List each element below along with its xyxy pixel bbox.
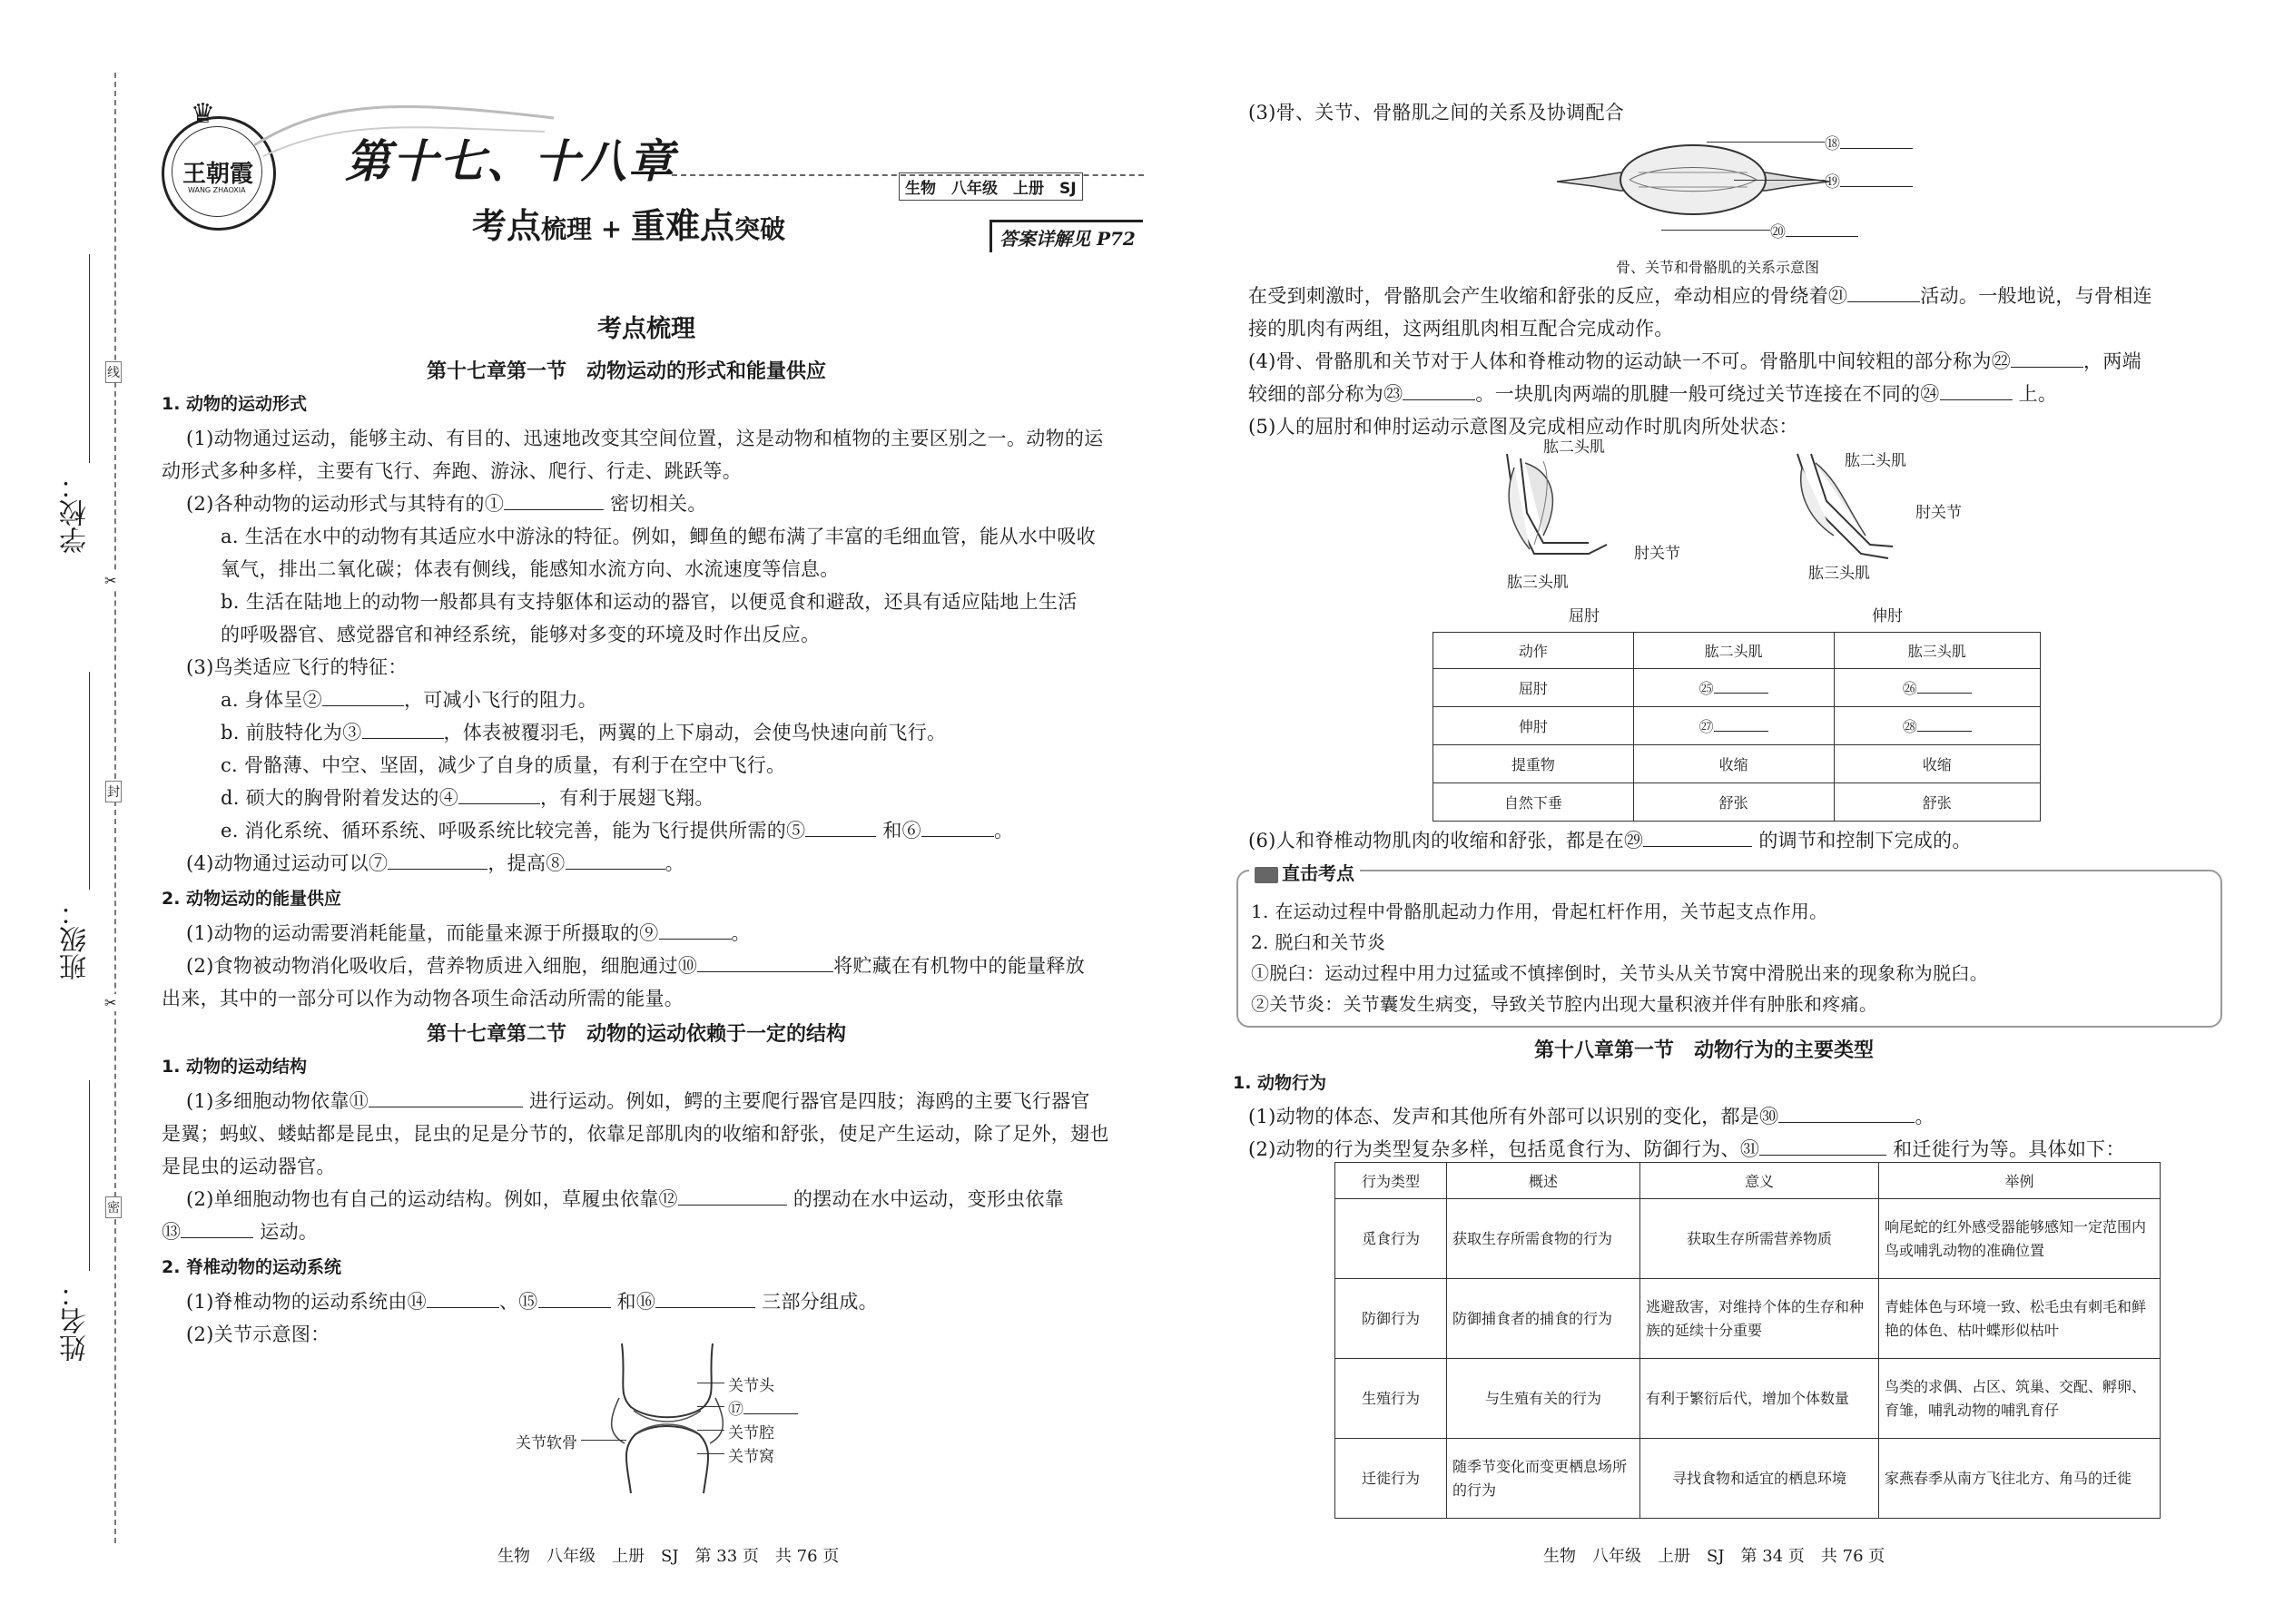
blank-17 [743,1401,798,1414]
table-cell: 获取生存所需食物的行为 [1447,1199,1640,1279]
p2-text: (2)各种动物的运动形式与其特有的① [186,493,505,515]
p4-text: (4)动物通过运动可以⑦ [186,852,389,874]
leader [697,1453,724,1454]
box-l3: ①脱臼：运动过程中用力过猛或不慎摔倒时，关节头从关节窝中滑脱出来的现象称为脱臼。 [1251,962,1988,984]
seal-char-seal: 封 [105,781,122,802]
heading-behavior: 1. 动物行为 [1233,1073,1327,1093]
table-cell: 迁徙行为 [1335,1439,1447,1519]
seal-char-secret: 密 [105,1196,122,1218]
label-19-text: ⑲ [1825,173,1840,192]
e2b: 出来，其中的一部分可以作为动物各项生命活动所需的能量。 [162,988,684,1009]
table-cell-text: ㉕ [1698,680,1714,697]
bird-d-text2: ，有利于展翅飞翔。 [540,787,714,809]
bird-a [221,685,597,713]
table-cell: 青蛙体色与环境一致、松毛虫有刺毛和鲜艳的体色、枯叶蝶形似枯叶 [1879,1279,2161,1359]
heading-structure: 1. 动物的运动结构 [162,1057,308,1077]
table-cell: 随季节变化而变更栖息场所的行为 [1447,1439,1640,1519]
table-cell: 与生殖有关的行为 [1447,1359,1640,1439]
label-18-text: ⑱ [1825,135,1840,153]
label-19 [1825,169,1913,192]
blank-27 [1714,718,1768,732]
logo-text: 王朝霞 [182,161,254,188]
v1-text: (1)脊椎动物的运动系统由⑭ [186,1291,427,1313]
s1 [186,1087,1090,1114]
ext-biceps-label: 肱二头肌 [1845,452,1906,470]
p4-text3: 。 [665,852,684,874]
blank-13 [181,1221,253,1238]
ext-elbow-label: 肘关节 [1915,504,1962,522]
section-title: 考点梳理 [597,315,695,343]
s2b-text: ⑬ [162,1221,182,1243]
s2 [186,1185,1064,1212]
heading-vertebrate: 2. 脊椎动物的运动系统 [162,1257,342,1277]
blank-10 [697,955,833,972]
table-row [1433,707,2041,745]
s1-text2: 进行运动。例如，鳄的主要爬行器官是四肢；海鸥的主要飞行器官 [529,1090,1090,1112]
table-cell: 逃避敌害，对维持个体的生存和种族的延续十分重要 [1640,1279,1879,1359]
blank-8 [566,852,665,870]
leader [1707,142,1825,143]
binding-line [114,73,116,1543]
chapter-title: 第十七、十八章 [345,134,675,188]
table-cell: 有利于繁衍后代，增加个体数量 [1640,1359,1879,1439]
e2 [186,951,1085,979]
table-header: 概述 [1447,1163,1640,1199]
table-row [1335,1199,2161,1279]
book-icon [1255,867,1278,883]
flex-elbow-label: 肘关节 [1634,545,1680,563]
label-joint-cartilage: 关节软骨 [516,1434,577,1452]
table-header: 肱三头肌 [1834,633,2040,669]
table-cell: 觅食行为 [1335,1199,1447,1279]
table-cell: 家燕春季从南方飞往北方、角马的迁徙 [1879,1439,2161,1519]
bird-e-text3: 。 [993,820,1014,842]
blank-20 [1786,223,1858,237]
p4 [186,849,684,876]
p3: (3)鸟类适应飞行的特征： [186,656,408,678]
bird-b-text: b. 前肢特化为③ [221,722,362,743]
table-cell: 舒张 [1633,783,1834,822]
table-cell: 响尾蛇的红外感受器能够感知一定范围内鸟或哺乳动物的准确位置 [1879,1199,2161,1279]
answer-ref: 答案详解见 P72 [989,220,1143,252]
s1c: 是昆虫的运动器官。 [162,1156,336,1177]
table-cell-blank [1834,707,2040,745]
blank-2 [322,689,404,706]
s2b [162,1217,318,1245]
blank-14 [427,1291,499,1308]
leader [1734,180,1825,181]
b2-text2: 和迁徙行为等。具体如下： [1893,1138,2125,1160]
footer-left: 生物 八年级 上册 SJ 第 33 页 共 76 页 [497,1547,840,1566]
v1-text2: 、⑮ [498,1291,538,1313]
m2-text2: ，两端 [2083,350,2141,372]
table-header: 行为类型 [1335,1163,1447,1199]
table-row [1335,1359,2161,1439]
class-blank [89,672,90,890]
pa1: a. 生活在水中的动物有其适应水中游泳的特征。例如，鲫鱼的鳃布满了丰富的毛细血管，能从水中吸收 [221,526,1096,547]
table-row [1433,669,2041,707]
v1-text3: 和⑯ [616,1291,656,1313]
flex-triceps-label: 肱三头肌 [1507,574,1569,592]
bird-d [221,783,714,811]
ch17s2-heading: 第十七章第二节 动物的运动依赖于一定的结构 [427,1022,847,1046]
blank-19 [1840,173,1913,187]
label-20 [1770,219,1858,241]
e1-text: (1)动物的运动需要消耗能量，而能量来源于所摄取的⑨ [186,922,659,944]
table-cell: 屈肘 [1433,669,1634,707]
flex-caption: 屈肘 [1569,607,1600,625]
s2-text2: 的摆动在水中运动，变形虫依靠 [793,1188,1065,1210]
bird-b [221,718,946,745]
heading-energy: 2. 动物运动的能量供应 [162,889,342,909]
p2 [186,489,707,517]
class-label: 班级： [60,899,92,980]
e1 [186,919,751,946]
seal-char-line: 线 [105,361,122,383]
table-cell: 收缩 [1834,745,2040,783]
m1 [1248,281,2152,309]
blank-26 [1917,680,1972,694]
m2b [1248,379,2057,407]
blank-12 [678,1188,787,1206]
bird-e-text: e. 消化系统、循环系统、呼吸系统比较完善，能为飞行提供所需的⑤ [221,820,806,842]
leader [697,1430,724,1431]
table-cell: 舒张 [1834,783,2040,822]
subtitle-part3: 重难点 [630,205,734,246]
bird-e [221,816,1013,843]
bird-a-text2: ，可减小飞行的阻力。 [403,689,597,711]
blank-22 [2011,350,2083,368]
box-l2: 2. 脱臼和关节炎 [1251,931,1386,953]
blank-15 [538,1291,611,1308]
p4-text2: ，提高⑧ [487,852,566,874]
bird-d-text: d. 硕大的胸骨附着发达的④ [221,787,458,809]
header-tag: 生物 八年级 上册 SJ [899,172,1083,201]
s2-text: (2)单细胞动物也有自己的运动结构。例如，草履虫依靠⑫ [186,1188,678,1210]
b1 [1248,1102,1935,1129]
s1-text: (1)多细胞动物依靠⑪ [186,1090,369,1112]
table-cell: 生殖行为 [1335,1359,1447,1439]
box-l4: ②关节炎：关节囊发生病变，导致关节腔内出现大量积液并伴有肿胀和疼痛。 [1251,993,1878,1015]
bird-a-text: a. 身体呈② [221,689,322,711]
m3: (5)人的屈肘和伸肘运动示意图及完成相应动作时肌肉所处状态： [1248,416,1798,438]
table-header: 举例 [1879,1163,2161,1199]
bird-e-text2: 和⑥ [882,820,921,842]
muscle-caption: 骨、关节和骨骼肌的关系示意图 [1616,259,1820,276]
pa2: 氧气，排出二氧化碳；体表有侧线，能感知水流方向、水流速度等信息。 [221,558,840,580]
table-cell: 防御捕食者的捕食的行为 [1447,1279,1640,1359]
blank-18 [1840,135,1913,149]
blank-30 [1778,1106,1915,1123]
table-cell: 提重物 [1433,745,1634,783]
blank-5 [805,820,876,837]
label-17 [728,1396,798,1419]
b1-text: (1)动物的体态、发声和其他所有外部可以识别的变化，都是㉚ [1248,1106,1779,1127]
flex-biceps-label: 肱二头肌 [1543,438,1605,457]
e2-text: (2)食物被动物消化吸收后，营养物质进入细胞，细胞通过⑩ [186,955,698,977]
subtitle-part4: 突破 [734,214,786,244]
label-joint-head: 关节头 [728,1377,774,1395]
label-17-text: ⑰ [728,1401,743,1419]
blank-16 [655,1291,755,1308]
table-header: 动作 [1433,633,1634,669]
blank-28 [1917,718,1972,732]
table-cell: 寻找食物和适宜的栖息环境 [1640,1439,1879,1519]
table-row [1335,1439,2161,1519]
pb1: b. 生活在陆地上的动物一般都具有支持躯体和运动的器官，以便觅食和避敌，还具有适应陆地上生活 [221,591,1078,613]
table-cell: 防御行为 [1335,1279,1447,1359]
subtitle-part1: 考点 [472,205,542,246]
school-blank [89,254,90,463]
box-l1: 1. 在运动过程中骨骼肌起动力作用，骨起杠杆作用，关节起支点作用。 [1251,901,1828,922]
key-points-title-text: 直击考点 [1282,862,1354,884]
table-cell-text: ㉘ [1902,718,1917,735]
table-cell-blank [1633,707,1834,745]
p2-text2: 密切相关。 [610,493,707,515]
m1b: 接的肌肉有两组，这两组肌肉相互配合完成动作。 [1248,318,1674,340]
logo-crown-icon: ♛ [191,98,215,130]
table-row [1335,1279,2161,1359]
b2 [1248,1135,2125,1162]
blank-1 [504,493,604,510]
bird-c: c. 骨骼薄、中空、坚固，减少了自身的质量，有利于在空中飞行。 [221,754,786,776]
blank-25 [1714,680,1768,694]
blank-6 [921,820,994,837]
table-cell-blank [1633,669,1834,707]
blank-23 [1403,383,1475,400]
v1 [186,1287,878,1314]
label-joint-cavity: 关节腔 [728,1424,774,1442]
table-row [1433,745,2041,783]
leader [697,1406,724,1407]
leader [581,1440,626,1441]
table-cell-text: ㉗ [1698,718,1714,735]
v1-text4: 三部分组成。 [762,1291,878,1313]
table-cell-blank [1834,669,2040,707]
ext-triceps-label: 肱三头肌 [1808,565,1870,583]
key-points-title [1249,859,1360,885]
p1a: (1)动物通过运动，能够主动、有目的、迅速地改变其空间位置，这是动物和植物的主要区别之一。动物的运 [186,428,1104,449]
m2 [1248,347,2141,374]
bird-b-text2: ，体表被覆羽毛，两翼的上下扇动，会使鸟快速向前飞行。 [443,722,947,743]
scissor-icon: ✂ [104,572,117,589]
m1-text: 在受到刺激时，骨骼肌会产生收缩和舒张的反应，牵动相应的骨绕着㉑ [1248,285,1848,307]
blank-11 [369,1090,523,1107]
joint-diagram [599,1343,735,1498]
blank-4 [458,787,540,804]
name-blank [89,1080,90,1271]
s1b: 是翼；蚂蚁、蝼蛄都是昆虫，昆虫的足是分节的，依靠足部肌肉的收缩和舒张，使足产生运动，除了足外，翅也 [162,1123,1109,1145]
m2b-text2: 。一块肌肉两端的肌腱一般可绕过关节连接在不同的㉔ [1475,383,1940,405]
blank-21 [1847,285,1920,302]
m2-text: (4)骨、骨骼肌和关节对于人体和脊椎动物的运动缺一不可。骨骼肌中间较粗的部分称为㉒ [1248,350,2012,372]
b1-text2: 。 [1915,1106,1935,1127]
school-label: 学校： [60,472,92,554]
s2b-text2: 运动。 [260,1221,319,1243]
table-cell: 收缩 [1633,745,1834,783]
heading-motion-forms: 1. 动物的运动形式 [162,394,308,414]
r3: (3)骨、关节、骨骼肌之间的关系及协调配合 [1248,102,1625,123]
m2b-text: 较细的部分称为㉓ [1248,383,1403,405]
e2-text2: 将贮藏在有机物中的能量释放 [833,955,1086,977]
table-row [1433,783,2041,822]
subtitle-part2: 梳理 + [541,214,631,244]
ch18s1-heading: 第十八章第一节 动物行为的主要类型 [1534,1038,1875,1062]
m6-text: (6)人和脊椎动物肌肉的收缩和舒张，都是在㉙ [1248,830,1644,851]
label-20-text: ⑳ [1770,223,1786,241]
table-cell: 鸟类的求偶、占区、筑巢、交配、孵卵、育雏，哺乳动物的哺乳育仔 [1879,1359,2161,1439]
pb2: 的呼吸器官、感觉器官和神经系统，能够对多变的环境及时作出反应。 [221,624,821,645]
m1-text2: 活动。一般地说，与骨相连 [1920,285,2152,307]
blank-24 [1940,383,2013,400]
e1-text2: 。 [731,922,751,944]
label-18 [1825,131,1913,153]
table-cell: 自然下垂 [1433,783,1634,822]
table-header: 意义 [1640,1163,1879,1199]
subtitle [472,198,785,248]
blank-31 [1759,1138,1886,1156]
blank-7 [388,852,487,870]
leader [1661,230,1770,231]
scissor-icon: ✂ [104,994,117,1011]
v2: (2)关节示意图： [186,1324,330,1345]
table-cell-text: ㉖ [1902,680,1917,697]
ext-caption: 伸肘 [1872,607,1903,625]
name-label: 姓名： [60,1280,92,1362]
table-cell: 伸肘 [1433,707,1634,745]
arm-flex-diagram [1489,445,1625,572]
arm-muscle-table [1433,632,2041,822]
blank-9 [659,922,732,940]
footer-right: 生物 八年级 上册 SJ 第 34 页 共 76 页 [1543,1547,1885,1566]
label-joint-socket: 关节窝 [728,1448,774,1466]
logo-sub: WANG ZHAOXIA [188,186,246,194]
ch17s1-heading: 第十七章第一节 动物运动的形式和能量供应 [427,359,827,383]
m6 [1248,826,1972,853]
behavior-table [1334,1162,2161,1519]
p1b: 动形式多种多样，主要有飞行、奔跑、游泳、爬行、行走、跳跃等。 [162,460,742,482]
table-header: 肱二头肌 [1633,633,1834,669]
b2-text: (2)动物的行为类型复杂多样，包括觅食行为、防御行为、㉛ [1248,1138,1760,1160]
table-cell: 获取生存所需营养物质 [1640,1199,1879,1279]
blank-3 [362,722,444,739]
m6-text2: 的调节和控制下完成的。 [1758,830,1972,851]
blank-29 [1643,830,1752,847]
m2b-text3: 上。 [2018,383,2058,405]
